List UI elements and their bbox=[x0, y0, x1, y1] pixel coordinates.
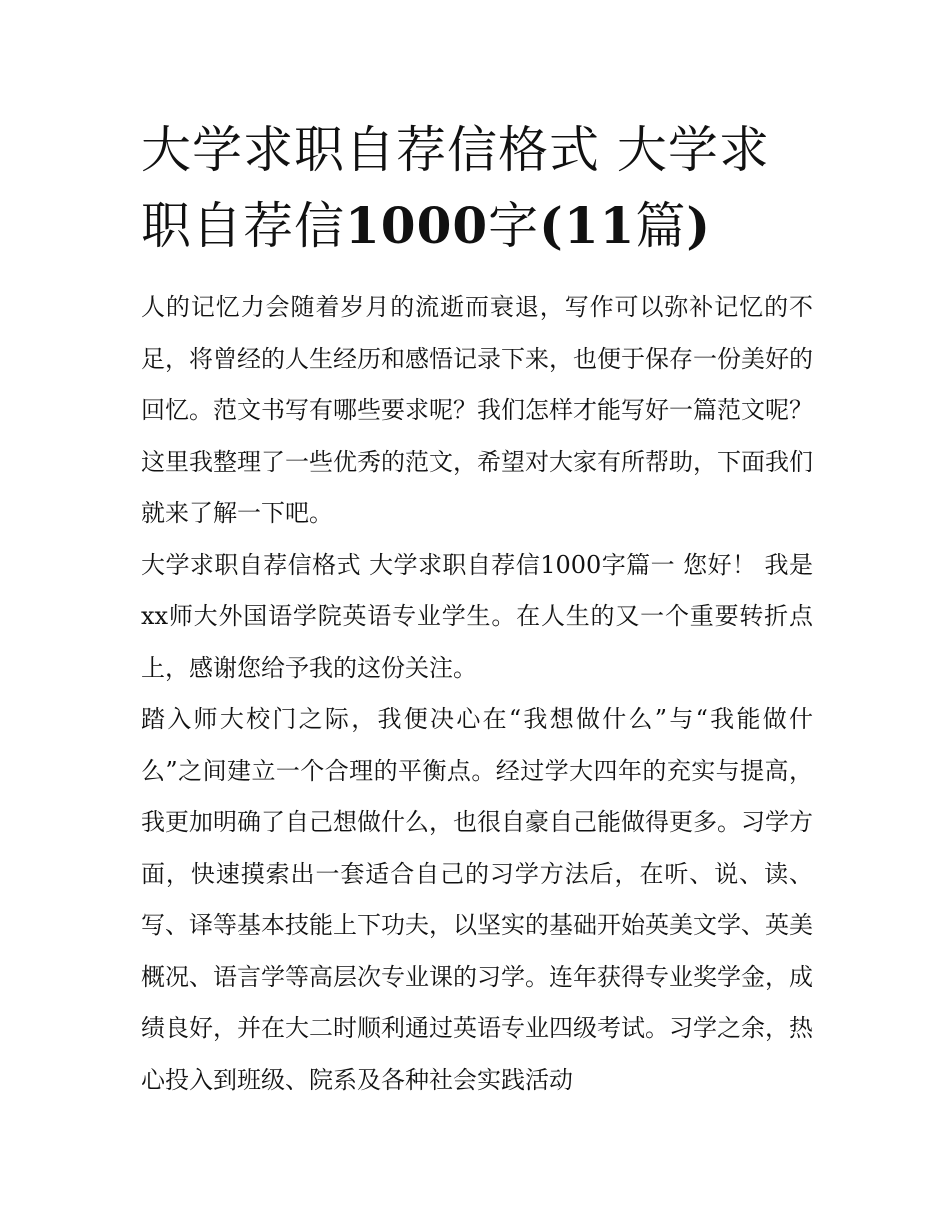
title-text-3: 篇 bbox=[635, 197, 687, 255]
document-title bbox=[141, 112, 813, 264]
title-text-2: 字 bbox=[488, 197, 540, 255]
title-text-1: 大学求职自荐信格式 大学求职自荐信 bbox=[141, 121, 770, 255]
title-count: (11 bbox=[539, 196, 636, 255]
intro-paragraph: 人的记忆力会随着岁月的流逝而衰退，写作可以弥补记忆的不足，将曾经的人生经历和感悟记录下来，也便于保存一份美好的回忆。范文书写有哪些要求呢？我们怎样才能写好一篇范文呢？这里我整理了一些优秀的范文，希望对大家有所帮助，下面我们就来了解一下吧。 bbox=[141, 293, 813, 527]
letter-opening-paragraph: 大学求职自荐信格式 大学求职自荐信1000字篇一 您好！ 我是xx师大外国语学院英语专业学生。在人生的又一个重要转折点上，感谢您给予我的这份关注。 bbox=[141, 550, 813, 682]
document-page bbox=[141, 112, 813, 1106]
title-close: ) bbox=[686, 196, 712, 255]
title-number: 1000 bbox=[345, 196, 489, 255]
letter-body-paragraph: 踏入师大校门之际，我便决心在“我想做什么”与“我能做什么”之间建立一个合理的平衡点。经过学大四年的充实与提高，我更加明确了自己想做什么，也很自豪自己能做得更多。习学方面，快速摸索出一套适合自己的习学方法后，在听、说、读、写、译等基本技能上下功夫，以坚实的基础开始英美文学、英美概况、语言学等高层次专业课的习学。连年获得专业奖学金，成绩良好，并在大二时顺利通过英语专业四级考试。习学之余，热心投入到班级、院系及各种社会实践活动 bbox=[141, 705, 813, 1094]
